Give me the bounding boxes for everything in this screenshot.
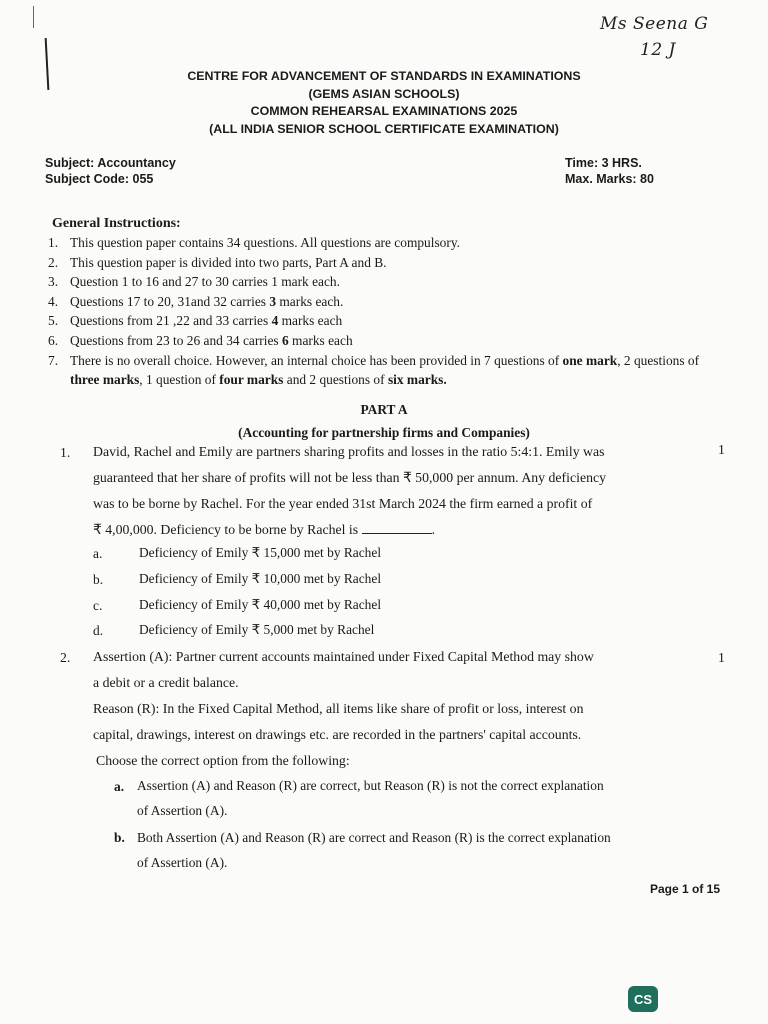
instruction-item: 1. This question paper contains 34 questions. All questions are compulsory. (48, 235, 461, 250)
subject-code: Subject Code: 055 (45, 172, 154, 186)
option-text: Deficiency of Emily ₹ 15,000 met by Rachel (139, 545, 382, 560)
header-line-2: (GEMS ASIAN SCHOOLS) (308, 86, 460, 101)
option-text: Deficiency of Emily ₹ 40,000 met by Rachel (139, 597, 382, 612)
handwritten-class: 12 J (640, 40, 676, 60)
subject-name: Subject: Accountancy (45, 156, 176, 170)
instruction-item: 7. There is no overall choice. However, an internal choice has been provided in 7 questions of one mark, 2 questions of three marks, 1 question of four marks and 2 questions of six marks. (48, 352, 700, 388)
instruction-item: 2. This question paper is divided into two parts, Part A and B. (48, 254, 387, 270)
question-number: 1. (60, 445, 71, 460)
handwritten-name: Ms Seena G (600, 14, 709, 34)
exam-header (0, 68, 768, 138)
part-subtitle: (Accounting for partnership firms and Companies) (238, 425, 530, 440)
camscanner-badge: CS (628, 986, 658, 1012)
time-block (565, 155, 654, 187)
option-letter: a. (93, 546, 103, 561)
question-marks: 1 (718, 650, 725, 665)
header-line-3: COMMON REHEARSAL EXAMINATIONS 2025 (250, 104, 518, 118)
option-letter: b. (93, 572, 104, 587)
instruction-item: 3. Question 1 to 16 and 27 to 30 carries 1 mark each. (48, 274, 340, 290)
instruction-item: 5. Questions from 21 ,22 and 33 carries 4 marks each (48, 313, 343, 329)
option-letter: a. (114, 779, 125, 794)
option-text: Deficiency of Emily ₹ 5,000 met by Rachel (139, 622, 375, 637)
header-line-4: (ALL INDIA SENIOR SCHOOL CERTIFICATE EXAMINATION) (209, 121, 559, 136)
answer-blank (362, 521, 432, 534)
instructions-title: General Instructions: (52, 216, 181, 231)
option-text: Assertion (A) and Reason (R) are correct, but Reason (R) is not the correct explanation of Assertion (A). (137, 778, 604, 818)
option-text: Deficiency of Emily ₹ 10,000 met by Rachel (139, 571, 382, 586)
instruction-item: 6. Questions from 23 to 26 and 34 carries 6 marks each (48, 332, 353, 348)
option-letter: b. (114, 830, 125, 845)
question-marks: 1 (718, 442, 725, 457)
instruction-item: 4. Questions 17 to 20, 31and 32 carries 3 marks each. (48, 293, 344, 309)
question-2-text: Assertion (A): Partner current accounts maintained under Fixed Capital Method may show a debit or a credit balance. Reason (R): In the Fixed Capital Method, all items like share of profit or loss, interest on capital, drawings, interest on drawings etc. are recorded in the partners' capital accounts. Choose the correct option from the following: (93, 649, 594, 768)
option-letter: d. (93, 623, 104, 638)
instructions-list (48, 233, 708, 390)
exam-time: Time: 3 HRS. (565, 156, 642, 170)
question-1-text: David, Rachel and Emily are partners sharing profits and losses in the ratio 5:4:1. Emily was guaranteed that her share of profits will not be less than ₹ 50,000 per annum. Any deficiency was to be borne by Rachel. For the year ended 31st March 2024 the firm earned a profit of ₹ 4,00,000. Deficiency to be borne by Rachel is . (93, 444, 606, 537)
page-number: Page 1 of 15 (650, 882, 721, 896)
max-marks: Max. Marks: 80 (565, 172, 654, 186)
question-number: 2. (60, 650, 71, 665)
option-text: Both Assertion (A) and Reason (R) are correct and Reason (R) is the correct explanation of Assertion (A). (137, 830, 611, 870)
header-line-1: CENTRE FOR ADVANCEMENT OF STANDARDS IN EXAMINATIONS (187, 69, 581, 83)
subject-block (45, 155, 176, 187)
option-letter: c. (93, 598, 103, 613)
part-title: PART A (360, 402, 408, 417)
margin-stroke-small (33, 6, 34, 28)
